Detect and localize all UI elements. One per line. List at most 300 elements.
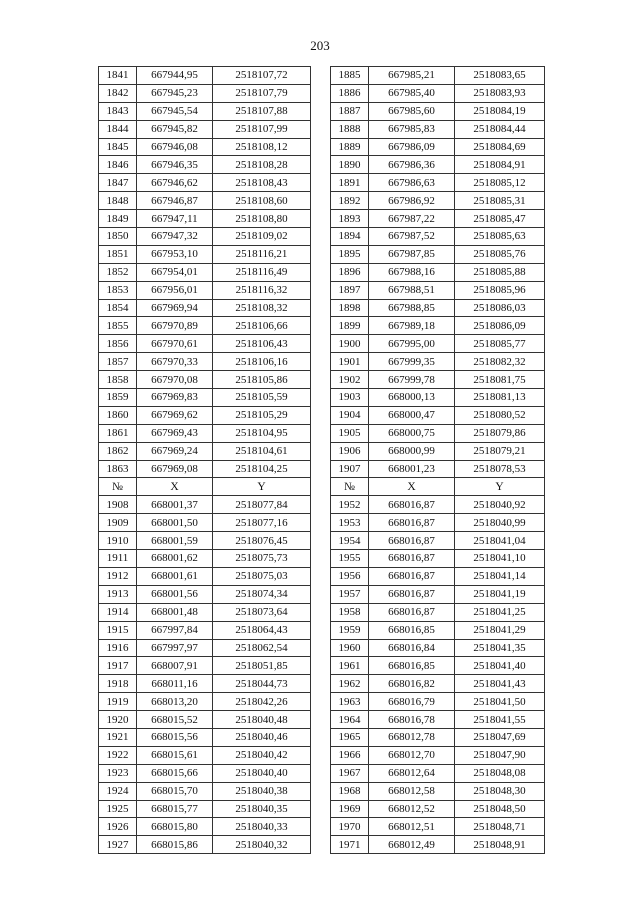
column-gap <box>311 299 331 317</box>
point-number-cell: 1961 <box>331 657 369 675</box>
point-number-cell: 1847 <box>99 174 137 192</box>
x-coordinate-cell: 668016,87 <box>369 532 455 550</box>
x-coordinate-cell: 667999,35 <box>369 353 455 371</box>
table-row <box>99 371 545 389</box>
y-coordinate-cell: 2518064,43 <box>213 621 311 639</box>
x-coordinate-cell: 667988,85 <box>369 299 455 317</box>
column-gap <box>311 818 331 836</box>
y-coordinate-cell: 2518082,32 <box>455 353 545 371</box>
y-coordinate-cell: 2518048,91 <box>455 836 545 854</box>
y-coordinate-cell: 2518048,08 <box>455 764 545 782</box>
column-gap <box>311 746 331 764</box>
point-number-cell: 1860 <box>99 406 137 424</box>
table-row <box>99 299 545 317</box>
x-coordinate-cell: 668016,87 <box>369 514 455 532</box>
y-coordinate-cell: 2518084,44 <box>455 120 545 138</box>
x-coordinate-cell: 668001,62 <box>137 550 213 568</box>
y-coordinate-cell: 2518077,16 <box>213 514 311 532</box>
x-coordinate-cell: 668000,13 <box>369 389 455 407</box>
table-row <box>99 317 545 335</box>
x-coordinate-cell: 667947,32 <box>137 228 213 246</box>
x-coordinate-cell: 668012,52 <box>369 800 455 818</box>
y-coordinate-cell: 2518048,71 <box>455 818 545 836</box>
y-coordinate-cell: 2518109,02 <box>213 228 311 246</box>
column-gap <box>311 317 331 335</box>
y-coordinate-cell: 2518079,86 <box>455 424 545 442</box>
header-number: № <box>331 478 369 496</box>
point-number-cell: 1891 <box>331 174 369 192</box>
point-number-cell: 1841 <box>99 67 137 85</box>
column-gap <box>311 693 331 711</box>
table-row <box>99 67 545 85</box>
table-row <box>99 657 545 675</box>
point-number-cell: 1970 <box>331 818 369 836</box>
table-row <box>99 728 545 746</box>
x-coordinate-cell: 668000,47 <box>369 406 455 424</box>
point-number-cell: 1963 <box>331 693 369 711</box>
point-number-cell: 1969 <box>331 800 369 818</box>
point-number-cell: 1955 <box>331 550 369 568</box>
column-gap <box>311 496 331 514</box>
point-number-cell: 1855 <box>99 317 137 335</box>
column-gap <box>311 585 331 603</box>
point-number-cell: 1910 <box>99 532 137 550</box>
y-coordinate-cell: 2518040,99 <box>455 514 545 532</box>
y-coordinate-cell: 2518108,60 <box>213 192 311 210</box>
y-coordinate-cell: 2518085,31 <box>455 192 545 210</box>
column-gap <box>311 371 331 389</box>
x-coordinate-cell: 668015,56 <box>137 728 213 746</box>
column-gap <box>311 603 331 621</box>
column-gap <box>311 210 331 228</box>
y-coordinate-cell: 2518075,03 <box>213 567 311 585</box>
header-number: № <box>99 478 137 496</box>
y-coordinate-cell: 2518105,29 <box>213 406 311 424</box>
x-coordinate-cell: 667989,18 <box>369 317 455 335</box>
y-coordinate-cell: 2518044,73 <box>213 675 311 693</box>
column-gap <box>311 532 331 550</box>
point-number-cell: 1861 <box>99 424 137 442</box>
table-row <box>99 746 545 764</box>
x-coordinate-cell: 668015,70 <box>137 782 213 800</box>
y-coordinate-cell: 2518116,49 <box>213 263 311 281</box>
y-coordinate-cell: 2518062,54 <box>213 639 311 657</box>
point-number-cell: 1902 <box>331 371 369 389</box>
x-coordinate-cell: 667985,83 <box>369 120 455 138</box>
x-coordinate-cell: 668016,79 <box>369 693 455 711</box>
point-number-cell: 1907 <box>331 460 369 478</box>
y-coordinate-cell: 2518040,38 <box>213 782 311 800</box>
x-coordinate-cell: 667985,21 <box>369 67 455 85</box>
y-coordinate-cell: 2518085,63 <box>455 228 545 246</box>
y-coordinate-cell: 2518051,85 <box>213 657 311 675</box>
x-coordinate-cell: 668015,80 <box>137 818 213 836</box>
point-number-cell: 1894 <box>331 228 369 246</box>
page-number: 203 <box>310 38 330 53</box>
y-coordinate-cell: 2518041,14 <box>455 567 545 585</box>
y-coordinate-cell: 2518047,69 <box>455 728 545 746</box>
y-coordinate-cell: 2518040,33 <box>213 818 311 836</box>
y-coordinate-cell: 2518079,21 <box>455 442 545 460</box>
y-coordinate-cell: 2518040,35 <box>213 800 311 818</box>
point-number-cell: 1962 <box>331 675 369 693</box>
column-gap <box>311 245 331 263</box>
table-row <box>99 836 545 854</box>
column-gap <box>311 621 331 639</box>
point-number-cell: 1923 <box>99 764 137 782</box>
coordinates-table <box>98 66 545 854</box>
point-number-cell: 1925 <box>99 800 137 818</box>
point-number-cell: 1922 <box>99 746 137 764</box>
column-gap <box>311 639 331 657</box>
table-row <box>99 228 545 246</box>
y-coordinate-cell: 2518040,40 <box>213 764 311 782</box>
x-coordinate-cell: 667946,35 <box>137 156 213 174</box>
x-coordinate-cell: 668012,78 <box>369 728 455 746</box>
point-number-cell: 1887 <box>331 102 369 120</box>
point-number-cell: 1966 <box>331 746 369 764</box>
x-coordinate-cell: 667969,94 <box>137 299 213 317</box>
x-coordinate-cell: 668015,66 <box>137 764 213 782</box>
point-number-cell: 1842 <box>99 84 137 102</box>
table-header-row <box>99 478 545 496</box>
x-coordinate-cell: 667986,92 <box>369 192 455 210</box>
y-coordinate-cell: 2518041,29 <box>455 621 545 639</box>
y-coordinate-cell: 2518086,03 <box>455 299 545 317</box>
x-coordinate-cell: 668000,99 <box>369 442 455 460</box>
point-number-cell: 1968 <box>331 782 369 800</box>
point-number-cell: 1904 <box>331 406 369 424</box>
column-gap <box>311 138 331 156</box>
column-gap <box>311 836 331 854</box>
point-number-cell: 1918 <box>99 675 137 693</box>
x-coordinate-cell: 668016,82 <box>369 675 455 693</box>
column-gap <box>311 353 331 371</box>
y-coordinate-cell: 2518085,96 <box>455 281 545 299</box>
x-coordinate-cell: 667954,01 <box>137 263 213 281</box>
point-number-cell: 1897 <box>331 281 369 299</box>
column-gap <box>311 657 331 675</box>
x-coordinate-cell: 667986,09 <box>369 138 455 156</box>
table-row <box>99 424 545 442</box>
x-coordinate-cell: 667987,85 <box>369 245 455 263</box>
point-number-cell: 1912 <box>99 567 137 585</box>
point-number-cell: 1846 <box>99 156 137 174</box>
y-coordinate-cell: 2518086,09 <box>455 317 545 335</box>
point-number-cell: 1965 <box>331 728 369 746</box>
table-row <box>99 192 545 210</box>
column-gap <box>311 442 331 460</box>
point-number-cell: 1895 <box>331 245 369 263</box>
x-coordinate-cell: 667988,16 <box>369 263 455 281</box>
y-coordinate-cell: 2518081,75 <box>455 371 545 389</box>
x-coordinate-cell: 668001,56 <box>137 585 213 603</box>
column-gap <box>311 263 331 281</box>
point-number-cell: 1954 <box>331 532 369 550</box>
point-number-cell: 1917 <box>99 657 137 675</box>
y-coordinate-cell: 2518107,72 <box>213 67 311 85</box>
y-coordinate-cell: 2518041,25 <box>455 603 545 621</box>
point-number-cell: 1889 <box>331 138 369 156</box>
x-coordinate-cell: 667969,62 <box>137 406 213 424</box>
point-number-cell: 1851 <box>99 245 137 263</box>
column-gap <box>311 67 331 85</box>
point-number-cell: 1903 <box>331 389 369 407</box>
y-coordinate-cell: 2518105,86 <box>213 371 311 389</box>
point-number-cell: 1845 <box>99 138 137 156</box>
y-coordinate-cell: 2518080,52 <box>455 406 545 424</box>
y-coordinate-cell: 2518116,32 <box>213 281 311 299</box>
point-number-cell: 1885 <box>331 67 369 85</box>
y-coordinate-cell: 2518076,45 <box>213 532 311 550</box>
y-coordinate-cell: 2518040,46 <box>213 728 311 746</box>
point-number-cell: 1900 <box>331 335 369 353</box>
y-coordinate-cell: 2518085,77 <box>455 335 545 353</box>
y-coordinate-cell: 2518108,80 <box>213 210 311 228</box>
y-coordinate-cell: 2518104,61 <box>213 442 311 460</box>
point-number-cell: 1858 <box>99 371 137 389</box>
y-coordinate-cell: 2518040,42 <box>213 746 311 764</box>
x-coordinate-cell: 668015,61 <box>137 746 213 764</box>
column-gap <box>311 800 331 818</box>
y-coordinate-cell: 2518041,43 <box>455 675 545 693</box>
x-coordinate-cell: 668013,20 <box>137 693 213 711</box>
table-row <box>99 120 545 138</box>
x-coordinate-cell: 668016,78 <box>369 711 455 729</box>
y-coordinate-cell: 2518084,69 <box>455 138 545 156</box>
x-coordinate-cell: 667953,10 <box>137 245 213 263</box>
x-coordinate-cell: 667986,36 <box>369 156 455 174</box>
column-gap <box>311 406 331 424</box>
y-coordinate-cell: 2518084,91 <box>455 156 545 174</box>
x-coordinate-cell: 667944,95 <box>137 67 213 85</box>
y-coordinate-cell: 2518042,26 <box>213 693 311 711</box>
x-coordinate-cell: 668012,70 <box>369 746 455 764</box>
y-coordinate-cell: 2518041,04 <box>455 532 545 550</box>
point-number-cell: 1914 <box>99 603 137 621</box>
x-coordinate-cell: 668000,75 <box>369 424 455 442</box>
point-number-cell: 1927 <box>99 836 137 854</box>
point-number-cell: 1906 <box>331 442 369 460</box>
y-coordinate-cell: 2518107,88 <box>213 102 311 120</box>
point-number-cell: 1850 <box>99 228 137 246</box>
y-coordinate-cell: 2518085,12 <box>455 174 545 192</box>
table-row <box>99 585 545 603</box>
point-number-cell: 1971 <box>331 836 369 854</box>
x-coordinate-cell: 667969,83 <box>137 389 213 407</box>
y-coordinate-cell: 2518041,55 <box>455 711 545 729</box>
column-gap <box>311 120 331 138</box>
point-number-cell: 1905 <box>331 424 369 442</box>
x-coordinate-cell: 667987,22 <box>369 210 455 228</box>
x-coordinate-cell: 668016,87 <box>369 603 455 621</box>
x-coordinate-cell: 667969,08 <box>137 460 213 478</box>
x-coordinate-cell: 668012,58 <box>369 782 455 800</box>
table-row <box>99 263 545 281</box>
x-coordinate-cell: 668016,87 <box>369 550 455 568</box>
table-row <box>99 711 545 729</box>
table-row <box>99 102 545 120</box>
table-row <box>99 353 545 371</box>
point-number-cell: 1920 <box>99 711 137 729</box>
y-coordinate-cell: 2518074,34 <box>213 585 311 603</box>
x-coordinate-cell: 667988,51 <box>369 281 455 299</box>
y-coordinate-cell: 2518108,32 <box>213 299 311 317</box>
column-gap <box>311 102 331 120</box>
column-gap <box>311 389 331 407</box>
column-gap <box>311 228 331 246</box>
column-gap <box>311 84 331 102</box>
x-coordinate-cell: 668001,61 <box>137 567 213 585</box>
header-y: Y <box>213 478 311 496</box>
y-coordinate-cell: 2518041,40 <box>455 657 545 675</box>
point-number-cell: 1854 <box>99 299 137 317</box>
x-coordinate-cell: 668012,49 <box>369 836 455 854</box>
table-row <box>99 621 545 639</box>
x-coordinate-cell: 667970,61 <box>137 335 213 353</box>
point-number-cell: 1844 <box>99 120 137 138</box>
x-coordinate-cell: 668001,23 <box>369 460 455 478</box>
x-coordinate-cell: 668016,87 <box>369 496 455 514</box>
y-coordinate-cell: 2518040,92 <box>455 496 545 514</box>
table-row <box>99 281 545 299</box>
column-gap <box>311 424 331 442</box>
x-coordinate-cell: 668016,87 <box>369 585 455 603</box>
x-coordinate-cell: 668001,37 <box>137 496 213 514</box>
point-number-cell: 1952 <box>331 496 369 514</box>
x-coordinate-cell: 667970,33 <box>137 353 213 371</box>
y-coordinate-cell: 2518105,59 <box>213 389 311 407</box>
x-coordinate-cell: 668016,87 <box>369 567 455 585</box>
point-number-cell: 1915 <box>99 621 137 639</box>
y-coordinate-cell: 2518104,95 <box>213 424 311 442</box>
point-number-cell: 1959 <box>331 621 369 639</box>
point-number-cell: 1896 <box>331 263 369 281</box>
table-row <box>99 84 545 102</box>
y-coordinate-cell: 2518041,10 <box>455 550 545 568</box>
table-row <box>99 496 545 514</box>
point-number-cell: 1960 <box>331 639 369 657</box>
y-coordinate-cell: 2518081,13 <box>455 389 545 407</box>
point-number-cell: 1857 <box>99 353 137 371</box>
column-gap <box>311 728 331 746</box>
point-number-cell: 1899 <box>331 317 369 335</box>
x-coordinate-cell: 667997,84 <box>137 621 213 639</box>
table-row <box>99 818 545 836</box>
table-row <box>99 532 545 550</box>
column-gap <box>311 675 331 693</box>
y-coordinate-cell: 2518108,12 <box>213 138 311 156</box>
y-coordinate-cell: 2518073,64 <box>213 603 311 621</box>
point-number-cell: 1921 <box>99 728 137 746</box>
point-number-cell: 1886 <box>331 84 369 102</box>
column-gap <box>311 460 331 478</box>
x-coordinate-cell: 667969,24 <box>137 442 213 460</box>
x-coordinate-cell: 668015,52 <box>137 711 213 729</box>
y-coordinate-cell: 2518041,35 <box>455 639 545 657</box>
x-coordinate-cell: 668016,84 <box>369 639 455 657</box>
column-gap <box>311 782 331 800</box>
y-coordinate-cell: 2518107,99 <box>213 120 311 138</box>
point-number-cell: 1908 <box>99 496 137 514</box>
y-coordinate-cell: 2518048,50 <box>455 800 545 818</box>
table-row <box>99 460 545 478</box>
point-number-cell: 1901 <box>331 353 369 371</box>
x-coordinate-cell: 668001,48 <box>137 603 213 621</box>
table-row <box>99 782 545 800</box>
point-number-cell: 1862 <box>99 442 137 460</box>
x-coordinate-cell: 667945,54 <box>137 102 213 120</box>
column-gap <box>311 335 331 353</box>
table-row <box>99 210 545 228</box>
column-gap <box>311 478 331 496</box>
column-gap <box>311 514 331 532</box>
point-number-cell: 1890 <box>331 156 369 174</box>
point-number-cell: 1843 <box>99 102 137 120</box>
table-row <box>99 174 545 192</box>
table-row <box>99 442 545 460</box>
y-coordinate-cell: 2518084,19 <box>455 102 545 120</box>
table-row <box>99 406 545 424</box>
point-number-cell: 1956 <box>331 567 369 585</box>
y-coordinate-cell: 2518106,43 <box>213 335 311 353</box>
y-coordinate-cell: 2518085,76 <box>455 245 545 263</box>
x-coordinate-cell: 667969,43 <box>137 424 213 442</box>
table-row <box>99 764 545 782</box>
y-coordinate-cell: 2518077,84 <box>213 496 311 514</box>
x-coordinate-cell: 668015,86 <box>137 836 213 854</box>
column-gap <box>311 174 331 192</box>
x-coordinate-cell: 667985,60 <box>369 102 455 120</box>
x-coordinate-cell: 667946,87 <box>137 192 213 210</box>
y-coordinate-cell: 2518083,65 <box>455 67 545 85</box>
table-row <box>99 335 545 353</box>
x-coordinate-cell: 668015,77 <box>137 800 213 818</box>
x-coordinate-cell: 668016,85 <box>369 657 455 675</box>
x-coordinate-cell: 668012,64 <box>369 764 455 782</box>
y-coordinate-cell: 2518040,48 <box>213 711 311 729</box>
x-coordinate-cell: 667985,40 <box>369 84 455 102</box>
point-number-cell: 1924 <box>99 782 137 800</box>
column-gap <box>311 764 331 782</box>
x-coordinate-cell: 667947,11 <box>137 210 213 228</box>
x-coordinate-cell: 667945,82 <box>137 120 213 138</box>
y-coordinate-cell: 2518106,16 <box>213 353 311 371</box>
point-number-cell: 1913 <box>99 585 137 603</box>
x-coordinate-cell: 667946,08 <box>137 138 213 156</box>
x-coordinate-cell: 667999,78 <box>369 371 455 389</box>
point-number-cell: 1957 <box>331 585 369 603</box>
x-coordinate-cell: 667987,52 <box>369 228 455 246</box>
table-row <box>99 514 545 532</box>
point-number-cell: 1859 <box>99 389 137 407</box>
point-number-cell: 1919 <box>99 693 137 711</box>
y-coordinate-cell: 2518107,79 <box>213 84 311 102</box>
y-coordinate-cell: 2518041,19 <box>455 585 545 603</box>
point-number-cell: 1853 <box>99 281 137 299</box>
point-number-cell: 1916 <box>99 639 137 657</box>
table-row <box>99 245 545 263</box>
y-coordinate-cell: 2518075,73 <box>213 550 311 568</box>
x-coordinate-cell: 667945,23 <box>137 84 213 102</box>
y-coordinate-cell: 2518078,53 <box>455 460 545 478</box>
table-row <box>99 156 545 174</box>
point-number-cell: 1958 <box>331 603 369 621</box>
table-row <box>99 675 545 693</box>
table-row <box>99 800 545 818</box>
x-coordinate-cell: 668001,59 <box>137 532 213 550</box>
x-coordinate-cell: 667946,62 <box>137 174 213 192</box>
